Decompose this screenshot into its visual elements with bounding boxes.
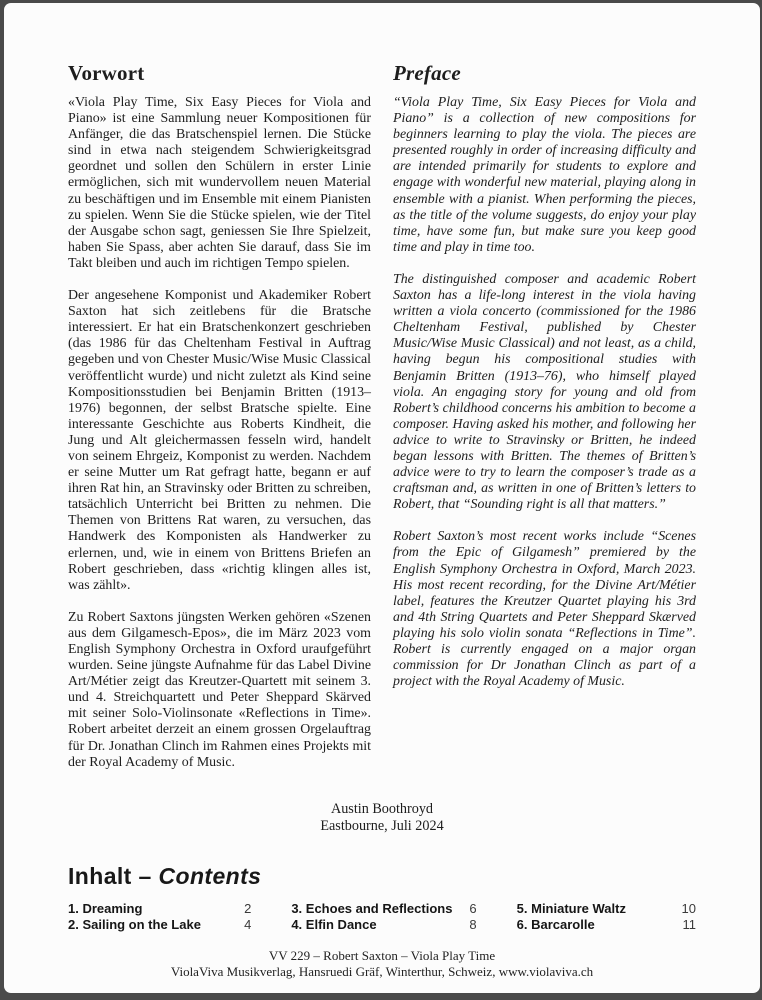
scanned-page: [4, 3, 760, 993]
entry-page-number: 11: [682, 917, 696, 933]
entry-title: 5. Miniature Waltz: [516, 900, 626, 916]
entry-title: 4. Elfin Dance: [291, 917, 377, 933]
footer-publisher-line: ViolaViva Musikverlag, Hansruedi Gräf, Winterthur, Schweiz, www.violaviva.ch: [170, 963, 594, 979]
entry-page-number: 6: [469, 900, 477, 916]
entry-title: 3. Echoes and Reflections: [291, 900, 453, 916]
heading-preface: Preface: [393, 61, 461, 85]
entry-title: 6. Barcarolle: [516, 917, 595, 933]
contents-column-1: [68, 901, 251, 933]
contents-entry-barcarolle: [517, 917, 696, 933]
contents-entry-dreaming: [68, 901, 251, 917]
vorwort-paragraph-2: Der angesehene Komponist und Akademiker Robert Saxton hat sich zeitlebens für die Bratsche interessiert. Er hat ein Bratschenkonzert geschrieben (das 1986 für das Cheltenham Festival in Auftrag gegeben und von Chester Music/Wise Music Classical veröffentlicht wurde) und nicht zuletzt als Kind seine Kompositionsstudien bei Benjamin Britten (1913–1976) begonnen, der selbst Bratsche spielte. Eine interessante Geschichte aus Roberts Kindheit, die Jung und Alt gleichermassen fesseln wird, handelt von seinem Ehrgeiz, Komponist zu werden. Nachdem er seine Mutter um Rat gefragt hatte, begann er auf ihren Rat hin, an Stravinsky oder Britten zu schreiben, tatsächlich Unterricht bei Britten zu nehmen. Die Themen von Brittens Rat waren, zu versuchen, das Handwerk des Komponisten als Handwerker zu erlernen, und, wie in einem von Brittens Briefen an Robert geschrieben, dass «richtig klingen alles ist, was zählt».: [68, 288, 371, 593]
entry-page-number: 10: [681, 900, 696, 916]
footer-catalogue-line: VV 229 – Robert Saxton – Viola Play Time: [268, 948, 496, 963]
signature-name: Austin Boothroyd: [330, 800, 434, 817]
preface-paragraph-2: The distinguished composer and academic Robert Saxton has a life-long interest in the viola having written a viola concerto (commissioned for the 1986 Cheltenham Festival, published by Chester Music/Wise Music Classical) and not least, as a child, having begun his compositional studies with Benjamin Britten (1913–76), who himself played viola. An engaging story for young and old from Robert’s childhood concerns his ambition to become a composer. Having asked his mother, and following her advice to write to Stravinsky or Britten, he indeed began lessons with Britten. The themes of Britten’s advice were to try to learn the composer’s trade as a craftsman and, as written in one of Britten’s letters to Robert, that “Sounding right is all that matters.”: [393, 271, 696, 513]
contents-heading-english: Contents: [158, 862, 262, 889]
contents-column-3: [517, 901, 696, 933]
signature-place-date: Eastbourne, Juli 2024: [320, 817, 444, 834]
two-column-text: [68, 61, 696, 787]
vorwort-paragraph-1: «Viola Play Time, Six Easy Pieces for Viola and Piano» ist eine Sammlung neuer Kompositionen für Anfänger, die das Bratschenspiel lernen. Die Stücke sind in etwa nach steigendem Schwierigkeitsgrad geordnet und sollen den Schülern in erster Linie ermöglichen, sich mit wundervollem neuen Material zu beschäftigen und im Ensemble mit einem Pianisten zu spielen. Wenn Sie die Stücke spielen, wie der Titel der Ausgabe schon sagt, geniessen Sie Ihre Spielzeit, haben Sie Spass, aber achten Sie darauf, dass Sie im Takt bleiben und auch im richtigen Tempo spielen.: [68, 95, 371, 271]
vorwort-paragraph-3: Zu Robert Saxtons jüngsten Werken gehören «Szenen aus dem Gilgamesch-Epos», die im März 2023 vom English Symphony Orchestra in Oxford uraufgeführt wurden. Seine jüngste Aufnahme für das Label Divine Art/Métier zeigt das Kreutzer-Quartett mit seinem 3. und 4. Streichquartett und Peter Sheppard Skärved mit seiner Solo-Violinsonate «Reflections in Time». Robert arbeitet derzeit an einem grossen Orgelauftrag für Dr. Jonathan Clinch im Rahmen eines Projekts mit der Royal Academy of Music.: [68, 609, 371, 770]
column-german: [68, 61, 371, 787]
entry-title: 2. Sailing on the Lake: [68, 917, 201, 933]
contents-entry-miniature-waltz: [517, 901, 696, 917]
entry-title: 1. Dreaming: [68, 900, 143, 916]
signature-block: [68, 801, 696, 835]
entry-page-number: 8: [469, 917, 477, 933]
contents-list: [68, 901, 696, 933]
heading-vorwort: Vorwort: [68, 61, 145, 85]
contents-entry-echoes-and-reflections: [291, 901, 476, 917]
contents-heading: [68, 863, 696, 890]
entry-page-number: 2: [244, 900, 252, 916]
preface-paragraph-3: Robert Saxton’s most recent works include “Scenes from the Epic of Gilgamesh” premiered by the English Symphony Orchestra in Oxford, March 2023. His most recent recording, for the Divine Art/Métier label, features the Kreutzer Quartet playing his 3rd and 4th String Quartets and Peter Sheppard Skærved playing his solo violin sonata “Reflections in Time”. Robert is currently engaged on a major organ commission for Dr Jonathan Clinch as part of a project with the Royal Academy of Music.: [393, 529, 696, 690]
contents-column-2: [291, 901, 476, 933]
column-english: [393, 61, 696, 787]
contents-entry-elfin-dance: [291, 917, 476, 933]
contents-entry-sailing-on-the-lake: [68, 917, 251, 933]
contents-heading-german: Inhalt –: [68, 862, 159, 889]
publisher-footer: [4, 948, 760, 979]
preface-paragraph-1: “Viola Play Time, Six Easy Pieces for Viola and Piano” is a collection of new compositions for beginners learning to play the viola. The pieces are presented roughly in order of increasing difficulty and are intended primarily for students to explore and engage with wonderful new material, playing along in ensemble with a pianist. When performing the pieces, as the title of the volume suggests, do enjoy your play time, have some fun, but make sure you keep good time and play in time too.: [393, 95, 696, 255]
contents-section: [68, 863, 696, 933]
entry-page-number: 4: [244, 917, 252, 933]
